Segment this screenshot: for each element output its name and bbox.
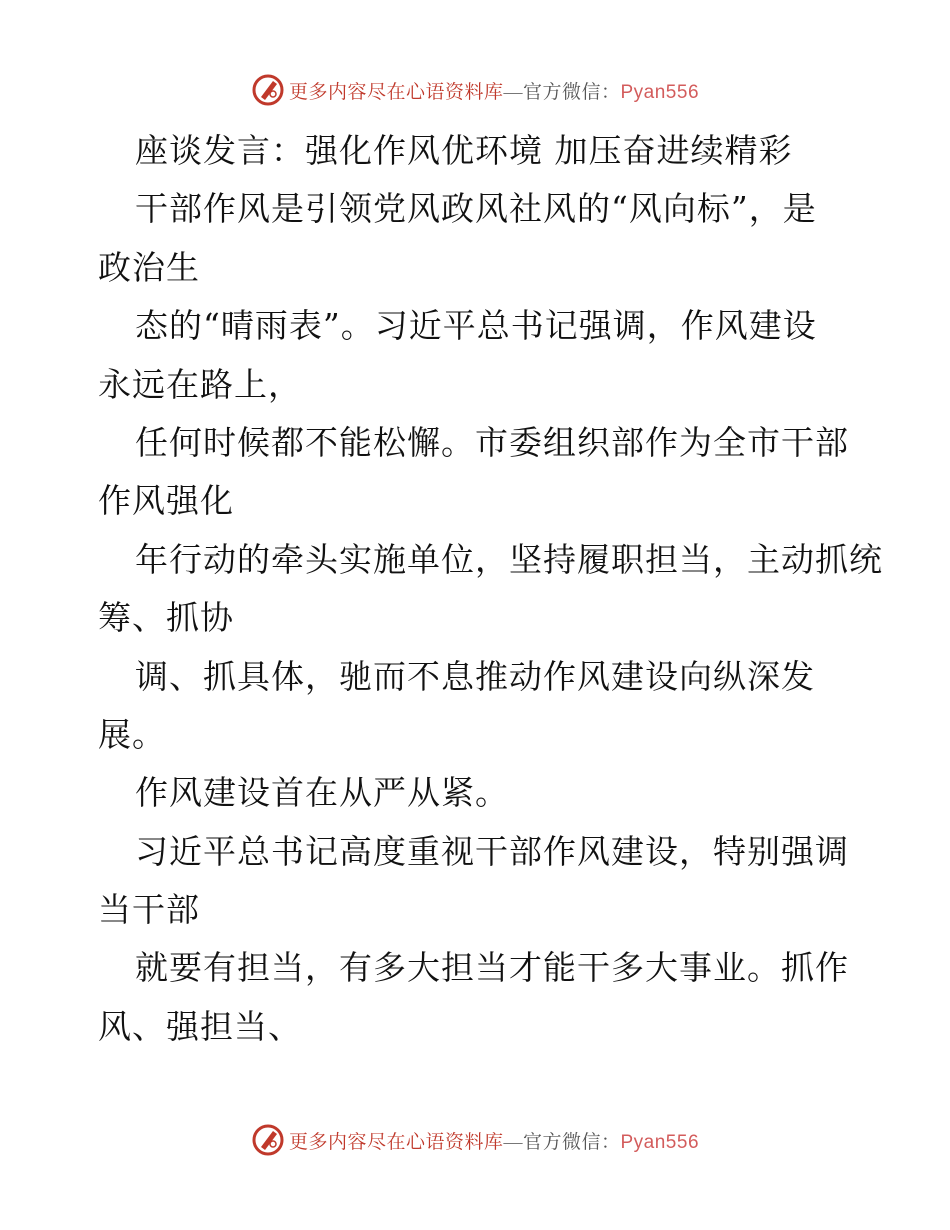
document-body [98, 122, 883, 1056]
text-line: 永远在路上， [98, 364, 302, 404]
text-line: 调、抓具体，驰而不息推动作风建设向纵深发 [135, 656, 815, 696]
text-line: 作风强化 [98, 481, 234, 521]
banner-text [289, 77, 699, 104]
banner-separator: — [503, 81, 523, 103]
footer-banner [0, 1120, 950, 1160]
pen-logo-icon [251, 73, 285, 107]
text-line: 政治生 [98, 247, 200, 287]
banner-wechat-id: Pyan556 [620, 81, 700, 103]
text-line: 当干部 [98, 890, 200, 930]
document-title: 座谈发言：强化作风优环境 加压奋进续精彩 [135, 131, 793, 170]
text-line: 习近平总书记高度重视干部作风建设，特别强调 [135, 831, 849, 871]
banner-main-text: 更多内容尽在心语资料库 [288, 81, 504, 103]
text-line: 风、强担当、 [98, 1006, 302, 1046]
text-line: 筹、抓协 [98, 598, 234, 638]
text-line: 态的“晴雨表”。习近平总书记强调，作风建设 [135, 306, 817, 346]
banner-separator: — [503, 1131, 523, 1153]
text-line: 作风建设首在从严从紧。 [135, 773, 509, 813]
text-line: 任何时候都不能松懈。市委组织部作为全市干部 [135, 422, 849, 462]
text-line: 就要有担当，有多大担当才能干多大事业。抓作 [135, 948, 849, 988]
banner-text [289, 1127, 699, 1154]
banner-main-text: 更多内容尽在心语资料库 [288, 1131, 504, 1153]
text-line: 年行动的牵头实施单位，坚持履职担当，主动抓统 [135, 539, 883, 579]
banner-wechat-id: Pyan556 [620, 1131, 700, 1153]
banner-wechat-label: 官方微信： [522, 81, 621, 103]
text-line: 展。 [98, 714, 166, 754]
banner-wechat-label: 官方微信： [522, 1131, 621, 1153]
header-banner [0, 70, 950, 110]
pen-logo-icon [251, 1123, 285, 1157]
text-line: 干部作风是引领党风政风社风的“风向标”，是 [135, 189, 817, 229]
